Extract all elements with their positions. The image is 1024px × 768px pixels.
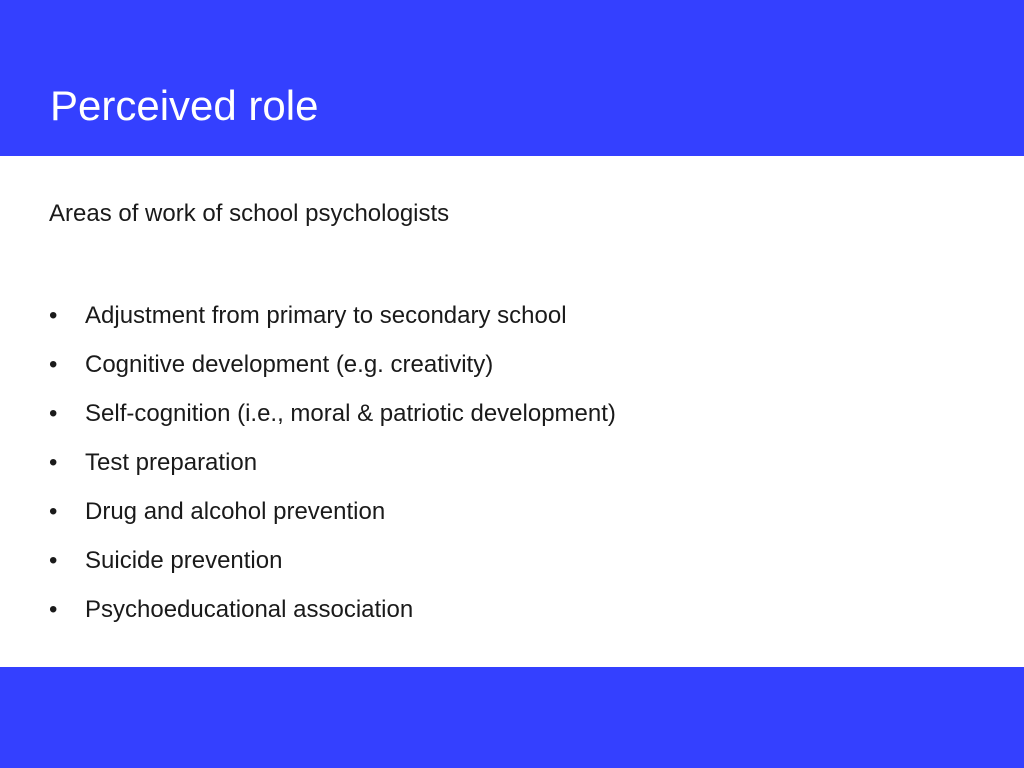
bullet-icon: •: [49, 351, 58, 378]
bullet-text: Test preparation: [85, 449, 258, 476]
bullet-icon: •: [49, 498, 58, 525]
bullet-text: Adjustment from primary to secondary school: [85, 302, 567, 329]
bullet-text: Suicide prevention: [85, 547, 283, 574]
bullet-text: Psychoeducational association: [85, 596, 414, 623]
bullet-text: Self-cognition (i.e., moral & patriotic development): [85, 400, 616, 427]
slide-subtitle: Areas of work of school psychologists: [49, 200, 450, 227]
bullet-text: Cognitive development (e.g. creativity): [85, 351, 494, 378]
slide-title: Perceived role: [50, 82, 319, 129]
bullet-icon: •: [49, 547, 58, 574]
bullet-icon: •: [49, 449, 58, 476]
footer-band: [0, 667, 1024, 768]
header-band: [0, 0, 1024, 156]
bullet-icon: •: [49, 596, 58, 623]
bullet-icon: •: [49, 302, 58, 329]
bullet-icon: •: [49, 400, 58, 427]
bullet-text: Drug and alcohol prevention: [85, 498, 386, 525]
